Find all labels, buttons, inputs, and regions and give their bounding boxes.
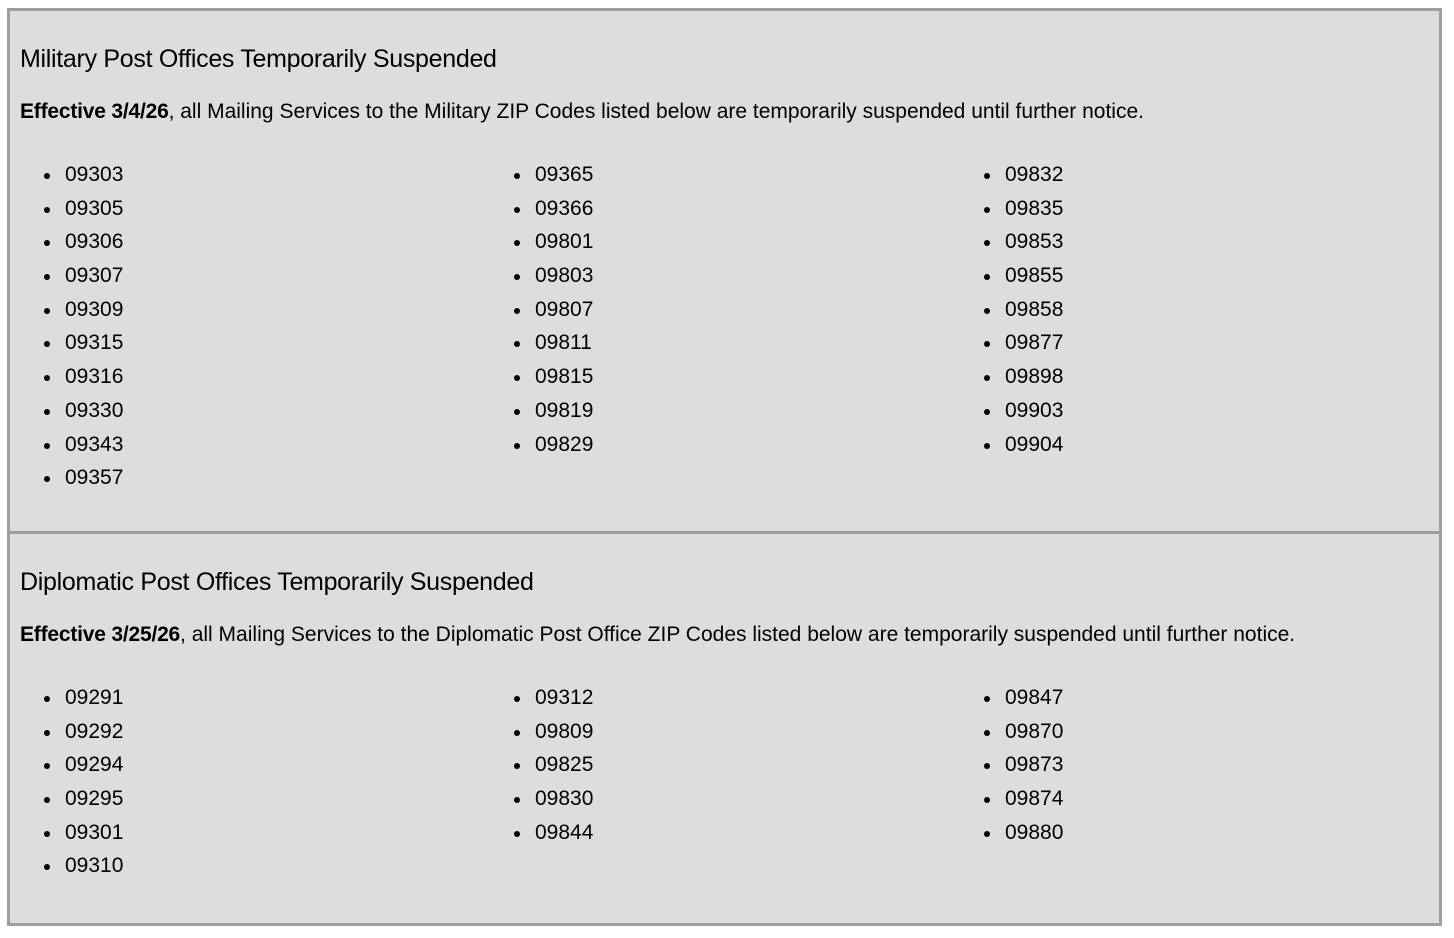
- zip-code-item: 09809: [490, 715, 593, 749]
- zip-code-item: 09801: [490, 225, 593, 259]
- zip-code-item: 09306: [20, 225, 123, 259]
- military-effective-date: Effective 3/4/26: [20, 100, 169, 123]
- zip-code-item: 09855: [960, 259, 1063, 293]
- military-zip-list-col-3: [960, 158, 1063, 461]
- zip-code-item: 09307: [20, 259, 123, 293]
- zip-code-item: 09870: [960, 715, 1063, 749]
- zip-code-item: 09844: [490, 816, 593, 850]
- zip-code-item: 09295: [20, 782, 123, 816]
- diplomatic-description-text: , all Mailing Services to the Diplomatic Post Office ZIP Codes listed below are temporarily suspended until further notice.: [180, 623, 1296, 646]
- zip-code-item: 09811: [490, 326, 593, 360]
- zip-code-item: 09832: [960, 158, 1063, 192]
- zip-code-item: 09291: [20, 681, 123, 715]
- zip-code-item: 09853: [960, 225, 1063, 259]
- zip-code-item: 09903: [960, 394, 1063, 428]
- zip-code-item: 09825: [490, 748, 593, 782]
- zip-code-item: 09303: [20, 158, 123, 192]
- zip-code-item: 09815: [490, 360, 593, 394]
- diplomatic-zip-list-col-1: [20, 681, 123, 883]
- zip-code-item: 09312: [490, 681, 593, 715]
- zip-code-item: 09807: [490, 293, 593, 327]
- diplomatic-zip-list-col-3: [960, 681, 1063, 849]
- zip-code-item: 09874: [960, 782, 1063, 816]
- military-notice: [7, 8, 1442, 536]
- zip-code-item: 09803: [490, 259, 593, 293]
- diplomatic-notice-title: Diplomatic Post Offices Temporarily Suspended: [20, 568, 534, 596]
- zip-code-item: 09294: [20, 748, 123, 782]
- military-zip-list-col-2: [490, 158, 593, 461]
- zip-code-item: 09847: [960, 681, 1063, 715]
- zip-code-item: 09898: [960, 360, 1063, 394]
- zip-code-item: 09835: [960, 192, 1063, 226]
- zip-code-item: 09315: [20, 326, 123, 360]
- zip-code-item: 09305: [20, 192, 123, 226]
- military-notice-title: Military Post Offices Temporarily Suspended: [20, 45, 497, 73]
- military-notice-description: [20, 99, 1144, 125]
- military-zip-list-col-1: [20, 158, 123, 495]
- diplomatic-effective-date: Effective 3/25/26: [20, 623, 181, 646]
- zip-code-item: 09819: [490, 394, 593, 428]
- zip-code-item: 09343: [20, 428, 123, 462]
- zip-code-item: 09877: [960, 326, 1063, 360]
- zip-code-item: 09292: [20, 715, 123, 749]
- diplomatic-zip-list-col-2: [490, 681, 593, 849]
- zip-code-item: 09873: [960, 748, 1063, 782]
- military-description-text: , all Mailing Services to the Military ZIP Codes listed below are temporarily suspended until further notice.: [168, 100, 1144, 123]
- zip-code-item: 09904: [960, 428, 1063, 462]
- zip-code-item: 09365: [490, 158, 593, 192]
- zip-code-item: 09366: [490, 192, 593, 226]
- zip-code-item: 09357: [20, 461, 123, 495]
- zip-code-item: 09880: [960, 816, 1063, 850]
- diplomatic-notice: [7, 531, 1442, 926]
- zip-code-item: 09309: [20, 293, 123, 327]
- diplomatic-notice-description: [20, 622, 1295, 648]
- zip-code-item: 09830: [490, 782, 593, 816]
- zip-code-item: 09310: [20, 849, 123, 883]
- zip-code-item: 09316: [20, 360, 123, 394]
- zip-code-item: 09829: [490, 428, 593, 462]
- zip-code-item: 09330: [20, 394, 123, 428]
- zip-code-item: 09858: [960, 293, 1063, 327]
- zip-code-item: 09301: [20, 816, 123, 850]
